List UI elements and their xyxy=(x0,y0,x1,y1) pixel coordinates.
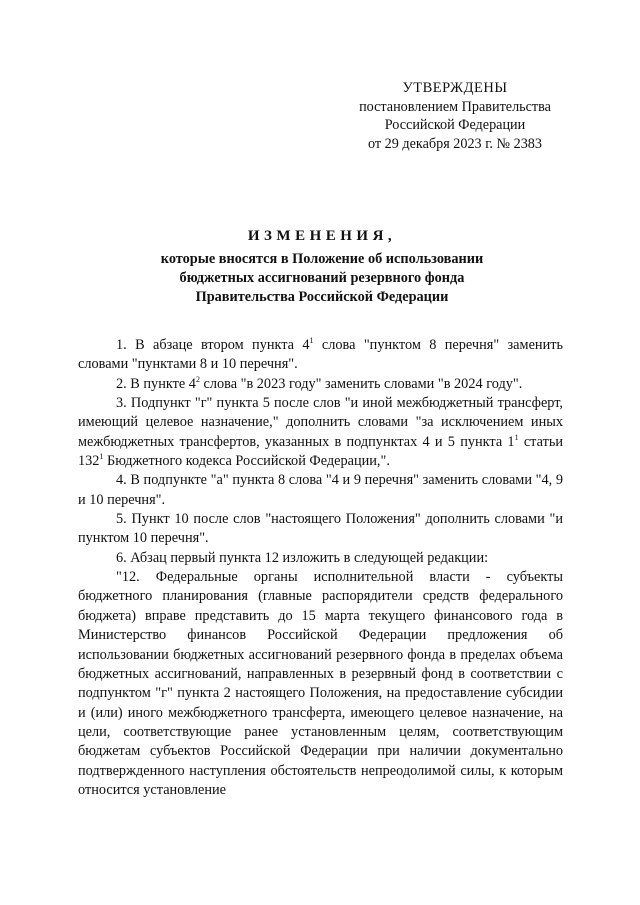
heading-main: ИЗМЕНЕНИЯ, xyxy=(247,228,397,244)
item-3-text-a: 3. Подпункт "г" пункта 5 после слов "и иной межбюджетный трансферт, имеющий целевое назначение," дополнить словами "за исключением иных межбюджетных трансфертов, указанных в подпунктах 4 и 5 пункта 1 xyxy=(78,395,563,450)
item-3-text-c: Бюджетного кодекса Российской Федерации,". xyxy=(103,453,390,470)
approval-title: УТВЕРЖДЕНЫ xyxy=(402,80,508,96)
item-2-superscript: 2 xyxy=(195,374,200,384)
item-2-text-a: 2. В пункте 4 xyxy=(116,375,196,392)
paragraph-item-2 xyxy=(78,375,563,394)
item-1-superscript: 1 xyxy=(309,336,314,346)
item-3-superscript-2: 1 xyxy=(99,452,104,462)
paragraph-item-3 xyxy=(78,394,563,471)
paragraph-item-4: 4. В подпункте "а" пункта 8 слова "4 и 9 перечня" заменить словами "4, 9 и 10 перечня". xyxy=(78,472,563,508)
approval-stamp xyxy=(330,79,580,153)
item-1-text-b: слова "пунктом 8 перечня" заменить словами "пунктами 8 и 10 перечня". xyxy=(78,337,563,373)
paragraph-item-6: 6. Абзац первый пункта 12 изложить в следующей редакции: xyxy=(116,549,489,566)
document-body xyxy=(78,336,563,800)
paragraph-item-1 xyxy=(78,336,563,375)
approval-line-2: Российской Федерации xyxy=(384,117,526,133)
heading-sub-line-1: которые вносятся в Положение об использовании xyxy=(160,251,484,267)
heading-sub-line-3: Правительства Российской Федерации xyxy=(195,289,449,305)
paragraph-quoted-item-12: "12. Федеральные органы исполнительной власти - субъекты бюджетного планирования (главные распорядители средств федерального бюджета) вправе представить до 15 марта текущего финансового года в Министерство финансов Российской Федерации предложения об использовании бюджетных ассигнований резервного фонда в пределах объема бюджетных ассигнований, направленных в резервный фонд в соответствии с подпунктом "г" пункта 2 настоящего Положения, на предоставление субсидии и (или) иного межбюджетного трансферта, имеющего целевое назначение, на цели, соответствующие ранее установленным целям, соответствующим бюджетам субъектов Российской Федерации при наличии документально подтвержденного наступления обстоятельств непреодолимой силы, к которым относится установление xyxy=(78,569,563,798)
item-2-text-b: слова "в 2023 году" заменить словами "в 2024 году". xyxy=(199,375,523,392)
heading-sub-line-2: бюджетных ассигнований резервного фонда xyxy=(179,270,465,286)
item-1-text-a: 1. В абзаце втором пункта 4 xyxy=(116,337,310,353)
document-heading xyxy=(80,228,564,307)
item-3-text-b: статьи 132 xyxy=(78,433,563,470)
approval-line-1: постановлением Правительства xyxy=(359,98,551,115)
paragraph-item-5: 5. Пункт 10 после слов "настоящего Положения" дополнить словами "и пунктом 10 перечня". xyxy=(78,511,563,547)
approval-line-3: от 29 декабря 2023 г. № 2383 xyxy=(368,135,542,152)
item-3-superscript-1: 1 xyxy=(514,432,519,442)
